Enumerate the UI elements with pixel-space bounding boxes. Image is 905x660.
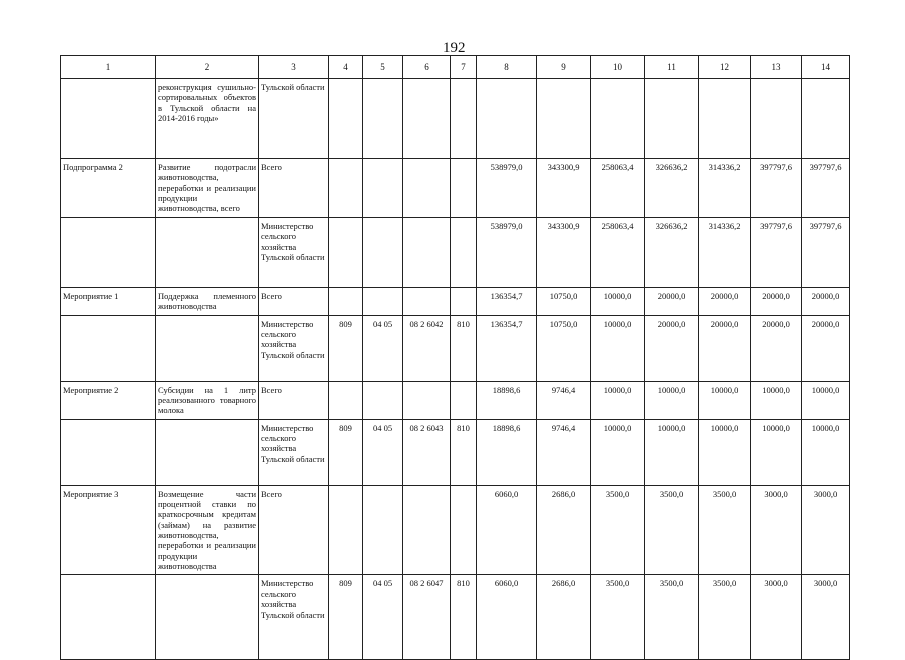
value-cell: 10000,0 xyxy=(645,381,699,419)
value-cell: 10000,0 xyxy=(802,381,850,419)
row-description-cell: Субсидии на 1 литр реализованного товарного молока xyxy=(156,381,259,419)
budget-code-cell: 810 xyxy=(451,315,477,381)
budget-code-cell xyxy=(403,287,451,315)
value-cell: 20000,0 xyxy=(699,287,751,315)
value-cell xyxy=(645,79,699,159)
value-cell: 9746,4 xyxy=(537,381,591,419)
table-row xyxy=(61,419,850,485)
table-row xyxy=(61,485,850,575)
header-cell: 7 xyxy=(451,56,477,79)
header-cell: 6 xyxy=(403,56,451,79)
value-cell: 258063,4 xyxy=(591,217,645,287)
budget-code-cell: 08 2 6047 xyxy=(403,575,451,660)
header-cell: 1 xyxy=(61,56,156,79)
budget-code-cell xyxy=(329,217,363,287)
value-cell: 10000,0 xyxy=(802,419,850,485)
row-section-cell xyxy=(61,315,156,381)
value-cell: 3500,0 xyxy=(699,575,751,660)
value-cell: 10000,0 xyxy=(699,419,751,485)
row-section-cell: Мероприятие 1 xyxy=(61,287,156,315)
row-section-cell: Мероприятие 3 xyxy=(61,485,156,575)
value-cell: 20000,0 xyxy=(751,287,802,315)
row-executor-cell: Всего xyxy=(259,159,329,218)
value-cell: 258063,4 xyxy=(591,159,645,218)
value-cell: 343300,9 xyxy=(537,159,591,218)
budget-code-cell: 809 xyxy=(329,575,363,660)
header-cell: 8 xyxy=(477,56,537,79)
value-cell: 2686,0 xyxy=(537,575,591,660)
header-cell: 13 xyxy=(751,56,802,79)
budget-code-cell xyxy=(451,485,477,575)
value-cell: 20000,0 xyxy=(802,315,850,381)
header-cell: 3 xyxy=(259,56,329,79)
value-cell: 10750,0 xyxy=(537,287,591,315)
budget-code-cell xyxy=(451,79,477,159)
budget-code-cell xyxy=(329,79,363,159)
value-cell: 3000,0 xyxy=(802,575,850,660)
value-cell: 20000,0 xyxy=(645,287,699,315)
value-cell: 538979,0 xyxy=(477,217,537,287)
row-executor-cell: Министерство сельского хозяйства Тульской области xyxy=(259,419,329,485)
row-description-cell xyxy=(156,217,259,287)
value-cell: 18898,6 xyxy=(477,419,537,485)
row-section-cell xyxy=(61,217,156,287)
budget-code-cell xyxy=(451,287,477,315)
budget-code-cell xyxy=(451,217,477,287)
table-row xyxy=(61,381,850,419)
budget-code-cell xyxy=(363,485,403,575)
row-description-cell xyxy=(156,419,259,485)
value-cell xyxy=(802,79,850,159)
row-description-cell: реконструкция сушильно-сортировальных объектов в Тульской области на 2014-2016 годы» xyxy=(156,79,259,159)
header-cell: 2 xyxy=(156,56,259,79)
value-cell: 10000,0 xyxy=(751,419,802,485)
budget-code-cell: 810 xyxy=(451,419,477,485)
budget-code-cell xyxy=(329,159,363,218)
value-cell: 10000,0 xyxy=(751,381,802,419)
header-cell: 12 xyxy=(699,56,751,79)
budget-code-cell xyxy=(451,381,477,419)
table-row xyxy=(61,287,850,315)
value-cell: 3500,0 xyxy=(645,485,699,575)
budget-code-cell xyxy=(403,79,451,159)
value-cell: 3500,0 xyxy=(645,575,699,660)
value-cell: 3000,0 xyxy=(751,485,802,575)
row-section-cell: Подпрограмма 2 xyxy=(61,159,156,218)
value-cell: 9746,4 xyxy=(537,419,591,485)
header-row xyxy=(61,56,850,79)
header-cell: 5 xyxy=(363,56,403,79)
value-cell: 10000,0 xyxy=(591,287,645,315)
row-description-cell: Возмещение части процентной ставки по краткосрочным кредитам (займам) на развитие животноводства, переработки и реализации продукции животноводства xyxy=(156,485,259,575)
value-cell: 20000,0 xyxy=(699,315,751,381)
row-executor-cell: Министерство сельского хозяйства Тульской области xyxy=(259,217,329,287)
value-cell: 6060,0 xyxy=(477,485,537,575)
value-cell: 3500,0 xyxy=(591,575,645,660)
row-section-cell xyxy=(61,419,156,485)
value-cell: 397797,6 xyxy=(751,217,802,287)
value-cell: 397797,6 xyxy=(751,159,802,218)
value-cell: 538979,0 xyxy=(477,159,537,218)
value-cell: 10000,0 xyxy=(591,381,645,419)
budget-code-cell xyxy=(329,287,363,315)
budget-code-cell: 08 2 6042 xyxy=(403,315,451,381)
header-cell: 9 xyxy=(537,56,591,79)
value-cell xyxy=(537,79,591,159)
budget-code-cell: 04 05 xyxy=(363,419,403,485)
value-cell: 136354,7 xyxy=(477,315,537,381)
value-cell: 2686,0 xyxy=(537,485,591,575)
value-cell: 10000,0 xyxy=(591,419,645,485)
budget-code-cell: 04 05 xyxy=(363,315,403,381)
budget-code-cell xyxy=(363,79,403,159)
value-cell xyxy=(699,79,751,159)
budget-code-cell xyxy=(363,381,403,419)
budget-code-cell: 810 xyxy=(451,575,477,660)
value-cell xyxy=(751,79,802,159)
value-cell: 3500,0 xyxy=(591,485,645,575)
budget-code-cell: 809 xyxy=(329,315,363,381)
value-cell: 18898,6 xyxy=(477,381,537,419)
row-executor-cell: Всего xyxy=(259,381,329,419)
value-cell xyxy=(591,79,645,159)
value-cell: 314336,2 xyxy=(699,217,751,287)
value-cell: 20000,0 xyxy=(645,315,699,381)
header-cell: 4 xyxy=(329,56,363,79)
header-cell: 11 xyxy=(645,56,699,79)
table-row xyxy=(61,159,850,218)
budget-code-cell xyxy=(451,159,477,218)
budget-code-cell xyxy=(363,159,403,218)
budget-code-cell xyxy=(363,217,403,287)
row-description-cell: Развитие подотрасли животноводства, переработки и реализации продукции животноводства, всего xyxy=(156,159,259,218)
row-executor-cell: Министерство сельского хозяйства Тульской области xyxy=(259,315,329,381)
value-cell: 326636,2 xyxy=(645,159,699,218)
value-cell: 20000,0 xyxy=(751,315,802,381)
budget-code-cell xyxy=(329,485,363,575)
table-body xyxy=(61,56,850,660)
value-cell: 20000,0 xyxy=(802,287,850,315)
row-description-cell xyxy=(156,575,259,660)
value-cell: 3500,0 xyxy=(699,485,751,575)
value-cell xyxy=(477,79,537,159)
row-section-cell xyxy=(61,79,156,159)
value-cell: 10000,0 xyxy=(591,315,645,381)
value-cell: 397797,6 xyxy=(802,159,850,218)
row-section-cell: Мероприятие 2 xyxy=(61,381,156,419)
value-cell: 397797,6 xyxy=(802,217,850,287)
budget-code-cell xyxy=(363,287,403,315)
budget-code-cell xyxy=(403,217,451,287)
budget-code-cell xyxy=(403,485,451,575)
table-row xyxy=(61,217,850,287)
table-row xyxy=(61,315,850,381)
row-description-cell xyxy=(156,315,259,381)
row-section-cell xyxy=(61,575,156,660)
page-number: 192 xyxy=(443,40,466,56)
budget-code-cell: 809 xyxy=(329,419,363,485)
row-description-cell: Поддержка племенного животноводства xyxy=(156,287,259,315)
value-cell: 343300,9 xyxy=(537,217,591,287)
budget-code-cell: 08 2 6043 xyxy=(403,419,451,485)
value-cell: 10750,0 xyxy=(537,315,591,381)
header-cell: 10 xyxy=(591,56,645,79)
table-row xyxy=(61,575,850,660)
row-executor-cell: Министерство сельского хозяйства Тульской области xyxy=(259,575,329,660)
value-cell: 3000,0 xyxy=(751,575,802,660)
row-executor-cell: Всего xyxy=(259,287,329,315)
budget-table xyxy=(60,55,850,660)
budget-code-cell: 04 05 xyxy=(363,575,403,660)
value-cell: 10000,0 xyxy=(645,419,699,485)
budget-code-cell xyxy=(403,381,451,419)
value-cell: 6060,0 xyxy=(477,575,537,660)
row-executor-cell: Тульской области xyxy=(259,79,329,159)
header-cell: 14 xyxy=(802,56,850,79)
budget-code-cell xyxy=(403,159,451,218)
budget-code-cell xyxy=(329,381,363,419)
row-executor-cell: Всего xyxy=(259,485,329,575)
value-cell: 314336,2 xyxy=(699,159,751,218)
value-cell: 3000,0 xyxy=(802,485,850,575)
value-cell: 136354,7 xyxy=(477,287,537,315)
table-row xyxy=(61,79,850,159)
value-cell: 326636,2 xyxy=(645,217,699,287)
value-cell: 10000,0 xyxy=(699,381,751,419)
